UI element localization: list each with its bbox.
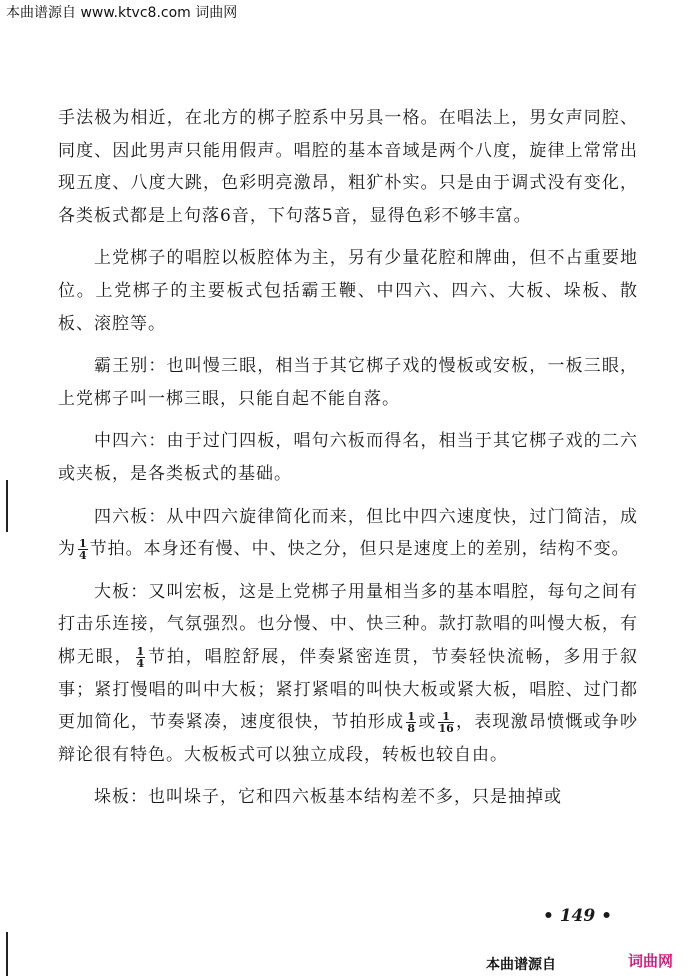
footer-site-logo[interactable]: 词曲网 xyxy=(628,952,674,970)
paragraph xyxy=(58,501,638,566)
fraction-numerator: 1 xyxy=(79,537,87,551)
fraction xyxy=(406,711,416,734)
fraction-denominator: 4 xyxy=(136,656,145,670)
text-run: 中四六：由于过门四板，唱句六板而得名，相当于其它梆子戏的二六或夹板，是各类板式的基础。 xyxy=(58,431,638,484)
paragraph xyxy=(58,576,638,772)
fraction-denominator: 8 xyxy=(407,722,415,736)
text-run: 或 xyxy=(417,712,437,733)
margin-line-bottom xyxy=(6,932,8,976)
paragraph xyxy=(58,350,638,415)
fraction-numerator: 1 xyxy=(438,711,453,723)
text-run: 四六板：从中四六旋律简化而来，但比中四六速度快，过门简洁，成为 xyxy=(58,506,638,560)
header-source-text: 本曲谱源自 www.ktvc8.com 词曲网 xyxy=(6,5,238,21)
fraction-denominator: 4 xyxy=(79,549,87,563)
fraction xyxy=(78,538,88,561)
fraction-numerator: 1 xyxy=(136,644,145,658)
text-run: 上党梆子的唱腔以板腔体为主，另有少量花腔和牌曲，但不占重要地位。上党梆子的主要板式包括霸王鞭、中四六、四六、大板、垛板、散板、滚腔等。 xyxy=(58,248,638,334)
margin-line-top xyxy=(6,480,8,532)
text-run: 垛板：也叫垛子，它和四六板基本结构差不多，只是抽掉或 xyxy=(94,787,562,808)
text-run: 节拍，唱腔舒展，伴奏紧密连贯，节奏轻快流畅，多用于叙事；紧打慢唱的叫中大板；紧打紧唱的叫快大板或紧大板，唱腔、过门都更加简化，节奏紧凑，速度很快，节拍形成 xyxy=(58,646,639,733)
fraction xyxy=(438,711,453,734)
text-run: ，表现激昂愤慨或争吵辩论很有特色。大板板式可以独立成段，转板也较自由。 xyxy=(58,712,639,765)
body-text xyxy=(58,102,638,814)
fraction-denominator: 16 xyxy=(438,722,454,736)
text-run: 手法极为相近，在北方的梆子腔系中另具一格。在唱法上，男女声同腔、同度、因此男声只能用假声。唱腔的基本音域是两个八度，旋律上常常出现五度、八度大跳，色彩明亮激昂，粗犷朴实。只是由于调式没有变化，各类板式都是上句落6音，下句落5音，显得色彩不够丰富。 xyxy=(58,108,638,226)
text-run: 霸王别：也叫慢三眼，相当于其它梆子戏的慢板或安板，一板三眼，上党梆子叫一梆三眼，只能自起不能自落。 xyxy=(58,356,638,409)
paragraph xyxy=(58,781,638,814)
footer-source-text: 本曲谱源自 xyxy=(486,957,556,973)
paragraph xyxy=(58,425,638,490)
text-run: 节拍。本身还有慢、中、快之分，但只是速度上的差别，结构不变。 xyxy=(89,539,630,560)
paragraph xyxy=(58,242,638,340)
fraction-numerator: 1 xyxy=(407,710,415,724)
paragraph xyxy=(58,102,638,232)
text-run: 大板：又叫宏板，这是上党梆子用量相当多的基本唱腔，每句之间有打击乐连接，气氛强烈。也分慢、中、快三种。款打款唱的叫慢大板，有梆无眼， xyxy=(58,581,638,667)
fraction xyxy=(136,646,146,669)
page-number: • 149 • xyxy=(542,906,612,926)
